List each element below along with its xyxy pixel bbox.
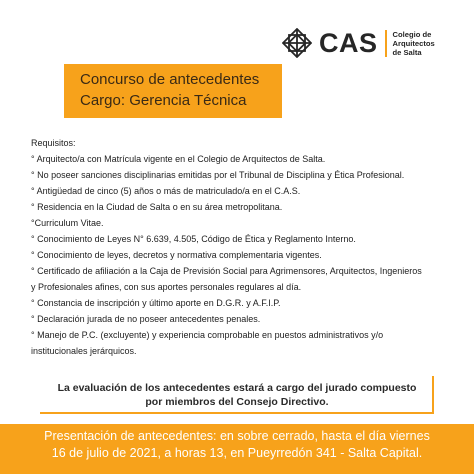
requirement-item: ° Declaración jurada de no poseer antecedentes penales. [31, 314, 261, 324]
requirement-item-continued: institucionales jerárquicos. [31, 346, 137, 356]
cas-knot-logo-icon [282, 28, 312, 58]
requirement-item: ° Manejo de P.C. (excluyente) y experiencia comprobable en puestos administrativos y/o [31, 330, 384, 340]
requirement-item: ° Arquitecto/a con Matrícula vigente en el Colegio de Arquitectos de Salta. [31, 154, 326, 164]
brand-separator [385, 30, 387, 57]
requirement-item-continued: y Profesionales afines, con sus aportes personales regulares al día. [31, 282, 302, 292]
requirement-item: ° Residencia en la Ciudad de Salta o en su área metropolitana. [31, 202, 283, 212]
brand-subtitle-line: Colegio de [392, 29, 432, 39]
brand-subtitle-line: Arquitectos [392, 38, 435, 48]
brand-name: CAS [319, 28, 378, 58]
title-line-1: Concurso de antecedentes [80, 71, 260, 88]
brand-subtitle-line: de Salta [392, 47, 422, 57]
requirement-item: ° No poseer sanciones disciplinarias emitidas por el Tribunal de Disciplina y Ética Profesional. [31, 170, 405, 180]
title-line-2: Cargo: Gerencia Técnica [80, 92, 247, 109]
brand-subtitle [393, 30, 435, 57]
footer-line-1: Presentación de antecedentes: en sobre cerrado, hasta el día viernes [44, 429, 430, 443]
requirement-item: ° Certificado de afiliación a la Caja de Previsión Social para Agrimensores, Arquitectos, Ingenieros [31, 266, 422, 276]
requirement-item: ° Constancia de inscripción y último aporte en D.G.R. y A.F.I.P. [31, 298, 281, 308]
note-line-1: La evaluación de los antecedentes estará a cargo del jurado compuesto [57, 382, 417, 394]
cas-logo [282, 26, 435, 60]
note-line-2: por miembros del Consejo Directivo. [145, 396, 329, 408]
requirements-heading: Requisitos: [31, 138, 76, 148]
requirement-item: ° Antigüedad de cinco (5) años o más de matriculado/a en el C.A.S. [31, 186, 301, 196]
requirement-item: °Curriculum Vitae. [31, 218, 104, 228]
requirement-item: ° Conocimiento de Leyes N° 6.639, 4.505, Código de Ética y Reglamento Interno. [31, 234, 356, 244]
footer-line-2: 16 de julio de 2021, a horas 13, en Pueyrredón 341 - Salta Capital. [51, 446, 423, 460]
requirement-item: ° Conocimiento de leyes, decretos y normativa complementaria vigentes. [31, 250, 322, 260]
